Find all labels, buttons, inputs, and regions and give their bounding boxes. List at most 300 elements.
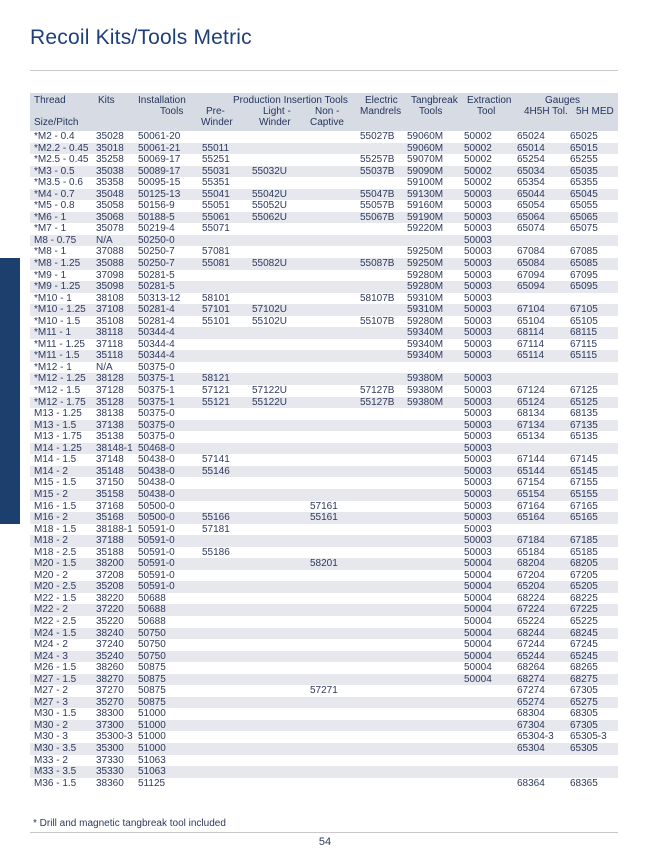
kit-cell: 37300 <box>96 720 138 732</box>
extraction-tool-cell: 50003 <box>464 212 517 224</box>
installation-tool-cell: 50688 <box>138 615 166 627</box>
installation-tool-cell: 50219-4 <box>138 223 175 235</box>
extraction-tool-cell: 50004 <box>464 639 492 651</box>
kit-cell: 38128 <box>96 373 138 385</box>
extraction-tool-cell: 50003 <box>464 489 517 501</box>
installation-tool-cell: 50591-0 <box>138 558 202 570</box>
kit-cell: 35240 <box>96 651 138 663</box>
light-winder-cell <box>252 674 310 686</box>
gauge-5h-med-cell: 65115 <box>570 350 618 362</box>
pre-winder-cell: 55166 <box>202 512 252 524</box>
non-captive-cell <box>310 651 360 663</box>
extraction-tool-cell: 50003 <box>464 546 492 558</box>
table-row <box>30 304 618 316</box>
light-winder-cell <box>252 408 310 420</box>
extraction-tool-cell: 50004 <box>464 662 492 674</box>
gauge-4h5h-cell: 65354 <box>517 177 545 189</box>
installation-tool-cell: 50250-7 <box>138 258 202 270</box>
kit-cell: 38260 <box>96 662 124 674</box>
thread-size-pitch-cell: M20 - 2.5 <box>30 581 96 593</box>
electric-mandrel-cell <box>360 443 407 455</box>
electric-mandrel-cell <box>360 581 407 593</box>
pre-winder-cell: 57101 <box>202 304 252 316</box>
installation-tool-cell: 51125 <box>138 777 166 789</box>
electric-mandrel-cell <box>360 720 407 732</box>
tangbreak-tool-cell: 59060M <box>407 131 444 142</box>
gauge-4h5h-cell: 67134 <box>517 420 570 432</box>
table-row <box>30 651 618 663</box>
gauge-5h-med-cell <box>570 235 618 247</box>
electric-mandrel-cell <box>360 616 407 628</box>
light-winder-cell <box>252 570 310 582</box>
table-row <box>30 477 618 489</box>
thread-size-pitch-cell: M36 - 1.5 <box>34 777 77 789</box>
pre-winder-cell <box>202 535 252 547</box>
pre-winder-cell <box>202 778 252 790</box>
thread-size-pitch-cell: M27 - 2 <box>34 685 68 697</box>
thread-size-pitch-cell: *M3 - 0.5 <box>30 166 96 178</box>
table-row <box>30 639 618 651</box>
thread-size-pitch-cell: *M3.5 - 0.6 <box>34 177 83 189</box>
pre-winder-cell <box>202 281 252 293</box>
gauge-5h-med-cell: 67085 <box>570 246 598 258</box>
extraction-tool-cell: 50004 <box>464 581 517 593</box>
page-title: Recoil Kits/Tools Metric <box>30 26 252 49</box>
header-installation-tools: Tools <box>160 106 184 117</box>
tangbreak-tool-cell <box>407 362 464 374</box>
non-captive-cell <box>310 385 360 397</box>
gauge-5h-med-cell: 67205 <box>570 569 598 581</box>
gauge-4h5h-cell: 67304 <box>517 720 570 732</box>
electric-mandrel-cell <box>360 778 407 790</box>
table-row <box>30 293 618 305</box>
pre-winder-cell <box>202 131 252 143</box>
table-row <box>30 431 618 443</box>
non-captive-cell <box>310 212 360 224</box>
non-captive-cell <box>310 778 360 790</box>
gauge-5h-med-cell: 65045 <box>570 189 618 201</box>
tangbreak-tool-cell <box>407 731 464 743</box>
non-captive-cell <box>310 466 360 478</box>
electric-mandrel-cell: 58107B <box>360 292 395 304</box>
installation-tool-cell: 50438-0 <box>138 466 202 478</box>
extraction-tool-cell: 50003 <box>464 431 492 443</box>
table-row <box>30 570 618 582</box>
extraction-tool-cell: 50003 <box>464 535 517 547</box>
pre-winder-cell <box>202 558 252 570</box>
electric-mandrel-cell: 55067B <box>360 212 407 224</box>
side-tab-marker <box>0 258 20 524</box>
table-row <box>30 154 618 166</box>
thread-size-pitch-cell: *M7 - 1 <box>34 223 67 235</box>
installation-tool-cell: 51000 <box>138 731 166 743</box>
non-captive-cell <box>310 708 360 720</box>
gauge-5h-med-cell <box>570 443 618 455</box>
light-winder-cell <box>252 489 310 501</box>
gauge-4h5h-cell <box>517 373 570 385</box>
extraction-tool-cell: 50003 <box>464 350 517 362</box>
tangbreak-tool-cell <box>407 743 464 755</box>
gauge-5h-med-cell: 68365 <box>570 777 598 789</box>
extraction-tool-cell: 50003 <box>464 315 492 327</box>
kit-cell: 35048 <box>96 189 138 201</box>
thread-size-pitch-cell: M24 - 1.5 <box>30 628 96 640</box>
installation-tool-cell: 50313-12 <box>138 292 181 304</box>
thread-size-pitch-cell: *M10 - 1.5 <box>34 315 81 327</box>
pre-winder-cell <box>202 489 252 501</box>
kit-cell: 35168 <box>96 512 138 524</box>
non-captive-cell <box>310 235 360 247</box>
installation-tool-cell: 50500-0 <box>138 500 175 512</box>
thread-size-pitch-cell: M22 - 2.5 <box>34 615 77 627</box>
thread-size-pitch-cell: *M9 - 1.25 <box>30 281 96 293</box>
kit-cell: 38240 <box>96 628 138 640</box>
installation-tool-cell: 50591-0 <box>138 569 175 581</box>
thread-size-pitch-cell: M33 - 2 <box>34 754 68 766</box>
gauge-5h-med-cell: 65075 <box>570 223 598 235</box>
light-winder-cell <box>252 778 310 790</box>
gauge-5h-med-cell: 67095 <box>570 269 598 281</box>
gauge-4h5h-cell: 65254 <box>517 154 545 166</box>
table-row <box>30 685 618 697</box>
thread-size-pitch-cell: *M10 - 1.25 <box>30 304 96 316</box>
tangbreak-tool-cell <box>407 431 464 443</box>
kit-cell: 35188 <box>96 546 124 558</box>
gauge-4h5h-cell: 65094 <box>517 281 570 293</box>
tangbreak-tool-cell <box>407 501 464 513</box>
table-row <box>30 547 618 559</box>
extraction-tool-cell: 50002 <box>464 177 492 189</box>
non-captive-cell <box>310 755 360 767</box>
gauge-4h5h-cell: 68134 <box>517 408 545 420</box>
tangbreak-tool-cell: 59380M <box>407 397 464 409</box>
installation-tool-cell: 50188-5 <box>138 212 202 224</box>
electric-mandrel-cell: 55037B <box>360 166 407 178</box>
gauge-4h5h-cell: 65244 <box>517 651 570 663</box>
thread-size-pitch-cell: M30 - 2 <box>30 720 96 732</box>
gauge-4h5h-cell: 67084 <box>517 246 545 258</box>
thread-size-pitch-cell: M27 - 3 <box>30 697 96 709</box>
kit-cell: N/A <box>96 361 113 373</box>
non-captive-cell <box>310 362 360 374</box>
non-captive-cell <box>310 350 360 362</box>
electric-mandrel-cell <box>360 281 407 293</box>
table-row <box>30 604 618 616</box>
gauge-4h5h-cell: 68274 <box>517 674 570 686</box>
extraction-tool-cell: 50003 <box>464 281 517 293</box>
installation-tool-cell: 50500-0 <box>138 512 202 524</box>
header-extraction: Extraction <box>467 95 512 106</box>
electric-mandrel-cell <box>360 651 407 663</box>
gauge-5h-med-cell: 67135 <box>570 420 618 432</box>
kit-cell: 38148-1 <box>96 443 138 455</box>
pre-winder-cell <box>202 581 252 593</box>
table-row <box>30 189 618 201</box>
title-divider <box>30 70 618 71</box>
kit-cell: 37138 <box>96 420 138 432</box>
light-winder-cell <box>252 766 310 778</box>
table-row <box>30 489 618 501</box>
installation-tool-cell: 50875 <box>138 697 202 709</box>
installation-tool-cell: 50468-0 <box>138 443 202 455</box>
pre-winder-cell: 55041 <box>202 189 252 201</box>
header-production-insertion-tools: Production Insertion Tools <box>233 95 348 106</box>
installation-tool-cell: 50688 <box>138 604 202 616</box>
electric-mandrel-cell <box>360 235 407 247</box>
non-captive-cell <box>310 535 360 547</box>
pre-winder-cell: 55031 <box>202 166 252 178</box>
light-winder-cell <box>252 685 310 697</box>
gauge-5h-med-cell: 67105 <box>570 304 618 316</box>
installation-tool-cell: 51063 <box>138 766 202 778</box>
tangbreak-tool-cell <box>407 454 464 466</box>
installation-tool-cell: 50375-0 <box>138 420 202 432</box>
non-captive-cell <box>310 628 360 640</box>
tangbreak-tool-cell: 59130M <box>407 189 464 201</box>
light-winder-cell <box>252 581 310 593</box>
electric-mandrel-cell <box>360 270 407 282</box>
pre-winder-cell: 55146 <box>202 466 252 478</box>
light-winder-cell <box>252 628 310 640</box>
gauge-5h-med-cell: 65095 <box>570 281 618 293</box>
gauge-4h5h-cell: 68244 <box>517 628 570 640</box>
kit-cell: 37150 <box>96 477 124 489</box>
installation-tool-cell: 50591-0 <box>138 581 202 593</box>
tangbreak-tool-cell <box>407 547 464 559</box>
tangbreak-tool-cell <box>407 720 464 732</box>
non-captive-cell <box>310 408 360 420</box>
non-captive-cell <box>310 246 360 258</box>
light-winder-cell: 55122U <box>252 397 310 409</box>
thread-size-pitch-cell: *M10 - 1 <box>34 292 72 304</box>
light-winder-cell <box>252 697 310 709</box>
installation-tool-cell: 50281-5 <box>138 281 202 293</box>
gauge-5h-med-cell <box>570 373 618 385</box>
non-captive-cell <box>310 281 360 293</box>
thread-size-pitch-cell: M18 - 2.5 <box>34 546 77 558</box>
installation-tool-cell: 50069-17 <box>138 154 181 166</box>
installation-tool-cell: 50438-0 <box>138 489 202 501</box>
table-row <box>30 628 618 640</box>
thread-size-pitch-cell: *M4 - 0.7 <box>30 189 96 201</box>
installation-tool-cell: 50095-15 <box>138 177 181 189</box>
electric-mandrel-cell <box>360 593 407 605</box>
pre-winder-cell <box>202 731 252 743</box>
kit-cell: 37208 <box>96 569 124 581</box>
kit-cell: 38360 <box>96 777 124 789</box>
thread-size-pitch-cell: *M11 - 1.5 <box>30 350 96 362</box>
electric-mandrel-cell <box>360 512 407 524</box>
pre-winder-cell <box>202 270 252 282</box>
gauge-4h5h-cell <box>517 362 570 374</box>
gauge-4h5h-cell: 67164 <box>517 500 545 512</box>
thread-size-pitch-cell: M20 - 1.5 <box>30 558 96 570</box>
thread-size-pitch-cell: M14 - 1.5 <box>34 454 77 466</box>
table-row <box>30 258 618 270</box>
header-tangbreak: Tangbreak <box>411 95 458 106</box>
gauge-5h-med-cell <box>570 766 618 778</box>
extraction-tool-cell: 50002 <box>464 154 492 166</box>
non-captive-cell <box>310 189 360 201</box>
thread-size-pitch-cell: M8 - 0.75 <box>30 235 96 247</box>
electric-mandrel-cell: 55127B <box>360 397 407 409</box>
electric-mandrel-cell <box>360 766 407 778</box>
tangbreak-tool-cell: 59060M <box>407 143 464 155</box>
light-winder-cell <box>252 327 310 339</box>
non-captive-cell <box>310 431 360 443</box>
thread-size-pitch-cell: M26 - 1.5 <box>34 662 77 674</box>
kit-cell: 35118 <box>96 350 138 362</box>
table-row <box>30 235 618 247</box>
tangbreak-tool-cell: 59090M <box>407 166 464 178</box>
non-captive-cell <box>310 593 360 605</box>
electric-mandrel-cell <box>360 304 407 316</box>
thread-size-pitch-cell: M13 - 1.75 <box>34 431 82 443</box>
header-light: Light - <box>263 106 291 117</box>
table-row <box>30 593 618 605</box>
thread-size-pitch-cell: M27 - 1.5 <box>30 674 96 686</box>
non-captive-cell <box>310 743 360 755</box>
thread-size-pitch-cell: *M12 - 1 <box>34 361 72 373</box>
electric-mandrel-cell: 55027B <box>360 131 395 142</box>
non-captive-cell <box>310 327 360 339</box>
non-captive-cell <box>310 731 360 743</box>
installation-tool-cell: 50438-0 <box>138 477 175 489</box>
gauge-5h-med-cell: 67155 <box>570 477 598 489</box>
installation-tool-cell: 50750 <box>138 639 166 651</box>
gauge-5h-med-cell: 65065 <box>570 212 618 224</box>
pre-winder-cell: 58121 <box>202 373 252 385</box>
kit-cell: 37240 <box>96 639 124 651</box>
non-captive-cell <box>310 270 360 282</box>
installation-tool-cell: 50875 <box>138 662 166 674</box>
installation-tool-cell: 50250-0 <box>138 235 202 247</box>
light-winder-cell <box>252 743 310 755</box>
kit-cell: 37168 <box>96 500 124 512</box>
gauge-4h5h-cell: 65014 <box>517 143 570 155</box>
tangbreak-tool-cell: 59280M <box>407 281 464 293</box>
electric-mandrel-cell: 57127B <box>360 385 395 397</box>
table-row <box>30 270 618 282</box>
gauge-4h5h-cell: 65124 <box>517 397 570 409</box>
kit-cell: 35330 <box>96 766 138 778</box>
electric-mandrel-cell <box>360 246 407 258</box>
gauge-4h5h-cell: 65224 <box>517 615 545 627</box>
gauge-4h5h-cell: 68304 <box>517 708 545 720</box>
header-installation: Installation <box>138 95 186 106</box>
electric-mandrel-cell <box>360 362 407 374</box>
light-winder-cell <box>252 662 310 674</box>
pre-winder-cell: 55061 <box>202 212 252 224</box>
kit-cell: 38200 <box>96 558 138 570</box>
header-gauge-4h5h: 4H5H Tol. <box>524 106 568 117</box>
light-winder-cell: 55052U <box>252 200 288 212</box>
light-winder-cell <box>252 154 310 166</box>
installation-tool-cell: 50281-5 <box>138 269 175 281</box>
light-winder-cell: 55042U <box>252 189 310 201</box>
electric-mandrel-cell <box>360 373 407 385</box>
extraction-tool-cell <box>464 778 517 790</box>
tangbreak-tool-cell <box>407 708 464 720</box>
tangbreak-tool-cell: 59310M <box>407 304 464 316</box>
installation-tool-cell: 51063 <box>138 754 166 766</box>
non-captive-cell <box>310 674 360 686</box>
non-captive-cell <box>310 339 360 351</box>
light-winder-cell <box>252 604 310 616</box>
gauge-5h-med-cell: 65125 <box>570 397 618 409</box>
thread-size-pitch-cell: *M2.2 - 0.45 <box>30 143 96 155</box>
gauge-5h-med-cell: 65085 <box>570 258 618 270</box>
tangbreak-tool-cell <box>407 535 464 547</box>
pre-winder-cell <box>202 327 252 339</box>
gauge-4h5h-cell: 65304-3 <box>517 731 554 743</box>
extraction-tool-cell <box>464 685 517 697</box>
pre-winder-cell <box>202 235 252 247</box>
gauge-5h-med-cell: 65165 <box>570 512 618 524</box>
light-winder-cell <box>252 501 310 513</box>
gauge-5h-med-cell: 67225 <box>570 604 618 616</box>
tangbreak-tool-cell: 59280M <box>407 269 444 281</box>
light-winder-cell <box>252 350 310 362</box>
extraction-tool-cell <box>464 743 517 755</box>
kit-cell: 35088 <box>96 258 138 270</box>
gauge-5h-med-cell: 65305-3 <box>570 731 607 743</box>
table-row <box>30 708 618 720</box>
kit-cell: 35258 <box>96 154 124 166</box>
gauge-4h5h-cell <box>517 524 570 536</box>
kit-cell: 35078 <box>96 223 124 235</box>
page-number: 54 <box>318 836 332 848</box>
non-captive-cell <box>310 154 360 166</box>
gauge-5h-med-cell: 65155 <box>570 489 618 501</box>
extraction-tool-cell: 50002 <box>464 166 517 178</box>
light-winder-cell <box>252 639 310 651</box>
light-winder-cell <box>252 466 310 478</box>
non-captive-cell: 57271 <box>310 685 338 697</box>
extraction-tool-cell <box>464 766 517 778</box>
tangbreak-tool-cell <box>407 558 464 570</box>
gauge-4h5h-cell: 67274 <box>517 685 545 697</box>
gauge-5h-med-cell: 67125 <box>570 385 598 397</box>
non-captive-cell: 58201 <box>310 558 360 570</box>
gauge-4h5h-cell: 67114 <box>517 338 545 350</box>
electric-mandrel-cell <box>360 604 407 616</box>
gauge-5h-med-cell: 68135 <box>570 408 598 420</box>
thread-size-pitch-cell: M15 - 2 <box>30 489 96 501</box>
kit-cell: 37270 <box>96 685 124 697</box>
tangbreak-tool-cell <box>407 755 464 767</box>
non-captive-cell <box>310 581 360 593</box>
electric-mandrel-cell <box>360 339 407 351</box>
light-winder-cell <box>252 143 310 155</box>
light-winder-cell <box>252 443 310 455</box>
light-winder-cell <box>252 535 310 547</box>
electric-mandrel-cell <box>360 327 407 339</box>
pre-winder-cell <box>202 639 252 651</box>
gauge-4h5h-cell: 65114 <box>517 350 570 362</box>
installation-tool-cell: 50750 <box>138 628 202 640</box>
installation-tool-cell: 50875 <box>138 685 166 697</box>
gauge-5h-med-cell: 65245 <box>570 651 618 663</box>
tangbreak-tool-cell: 59220M <box>407 223 444 235</box>
thread-size-pitch-cell: *M12 - 1.25 <box>30 373 96 385</box>
tangbreak-tool-cell: 59380M <box>407 385 444 397</box>
light-winder-cell: 55102U <box>252 315 288 327</box>
light-winder-cell <box>252 547 310 559</box>
extraction-tool-cell: 50003 <box>464 200 492 212</box>
thread-size-pitch-cell: M18 - 1.5 <box>34 523 77 535</box>
kit-cell: 37188 <box>96 535 138 547</box>
